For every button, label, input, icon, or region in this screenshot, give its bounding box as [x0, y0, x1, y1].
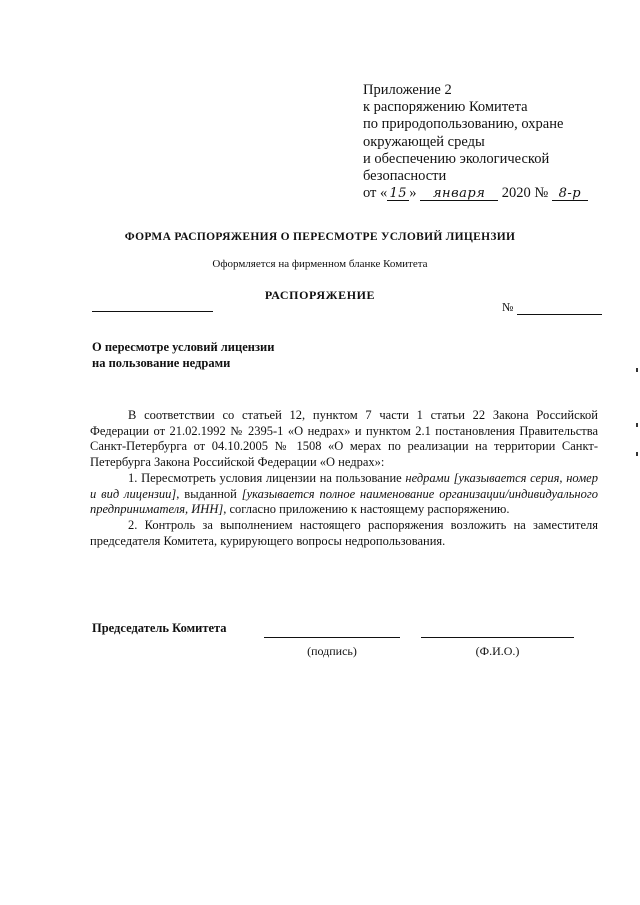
subject-line: на пользование недрами: [92, 356, 231, 370]
document-number-field: [502, 300, 602, 315]
body-paragraph-item-1: [90, 471, 598, 518]
appendix-line: по природопользованию, охране: [363, 116, 564, 133]
document-subject: [92, 339, 274, 371]
date-blank-line: [92, 311, 213, 312]
number-blank-line: [517, 302, 602, 315]
placeholder-organization: [указывается полное наименование организации/индивидуального предпринимателя, ИНН]: [90, 486, 598, 517]
name-line: [421, 637, 574, 638]
scan-edge-mark: [636, 423, 638, 427]
handwritten-day: 15: [387, 187, 409, 201]
scan-edge-mark: [636, 368, 638, 372]
appendix-line: безопасности: [363, 168, 447, 185]
date-prefix: от «: [363, 185, 388, 202]
appendix-line: и обеспечению экологической: [363, 150, 550, 167]
name-caption: (Ф.И.О.): [475, 644, 520, 658]
number-label: №: [502, 300, 514, 314]
document-heading: РАСПОРЯЖЕНИЕ: [264, 288, 376, 302]
document-body: [90, 408, 598, 549]
date-close: »: [409, 185, 417, 202]
appendix-line: к распоряжению Комитета: [363, 99, 528, 116]
body-text-run: , выданной: [176, 486, 242, 501]
body-text-run: 1. Пересмотреть условия лицензии на пользование: [128, 470, 406, 485]
signature-caption: (подпись): [307, 644, 357, 658]
handwritten-number: 8-р: [552, 187, 588, 201]
appendix-block: [363, 82, 623, 202]
body-paragraph-preamble: В соответствии со статьей 12, пунктом 7 части 1 статьи 22 Закона Российской Федерации от 21.02.1992 № 2395-1 «О недрах» и пунктом 2.1 постановления Правительства Санкт-Петербурга от 04.10.2005 № 1508 «О мерах по реализации на территории Санкт-Петербурга Закона Российской Федерации «О недрах»:: [90, 408, 598, 470]
date-year: 2020 №: [501, 185, 549, 202]
signer-title: Председатель Комитета: [92, 621, 227, 635]
form-note: Оформляется на фирменном бланке Комитета: [212, 258, 428, 270]
handwritten-month: января: [420, 187, 498, 201]
signature-line: [264, 637, 400, 638]
subject-line: О пересмотре условий лицензии: [92, 340, 275, 354]
scan-edge-mark: [636, 452, 638, 456]
form-title: ФОРМА РАСПОРЯЖЕНИЯ О ПЕРЕСМОТРЕ УСЛОВИЙ ЛИЦЕНЗИИ: [124, 231, 516, 243]
appendix-line: Приложение 2: [363, 82, 452, 98]
body-paragraph-item-2: 2. Контроль за выполнением настоящего распоряжения возложить на заместителя председателя Комитета, курирующего вопросы недропользования.: [90, 517, 598, 548]
body-text-run: , согласно приложению к настоящему распоряжению.: [223, 502, 510, 517]
appendix-line: окружающей среды: [363, 133, 485, 150]
placeholder-license: недрами [указывается серия, номер и вид лицензии]: [90, 470, 598, 501]
appendix-date-line: [363, 185, 623, 202]
